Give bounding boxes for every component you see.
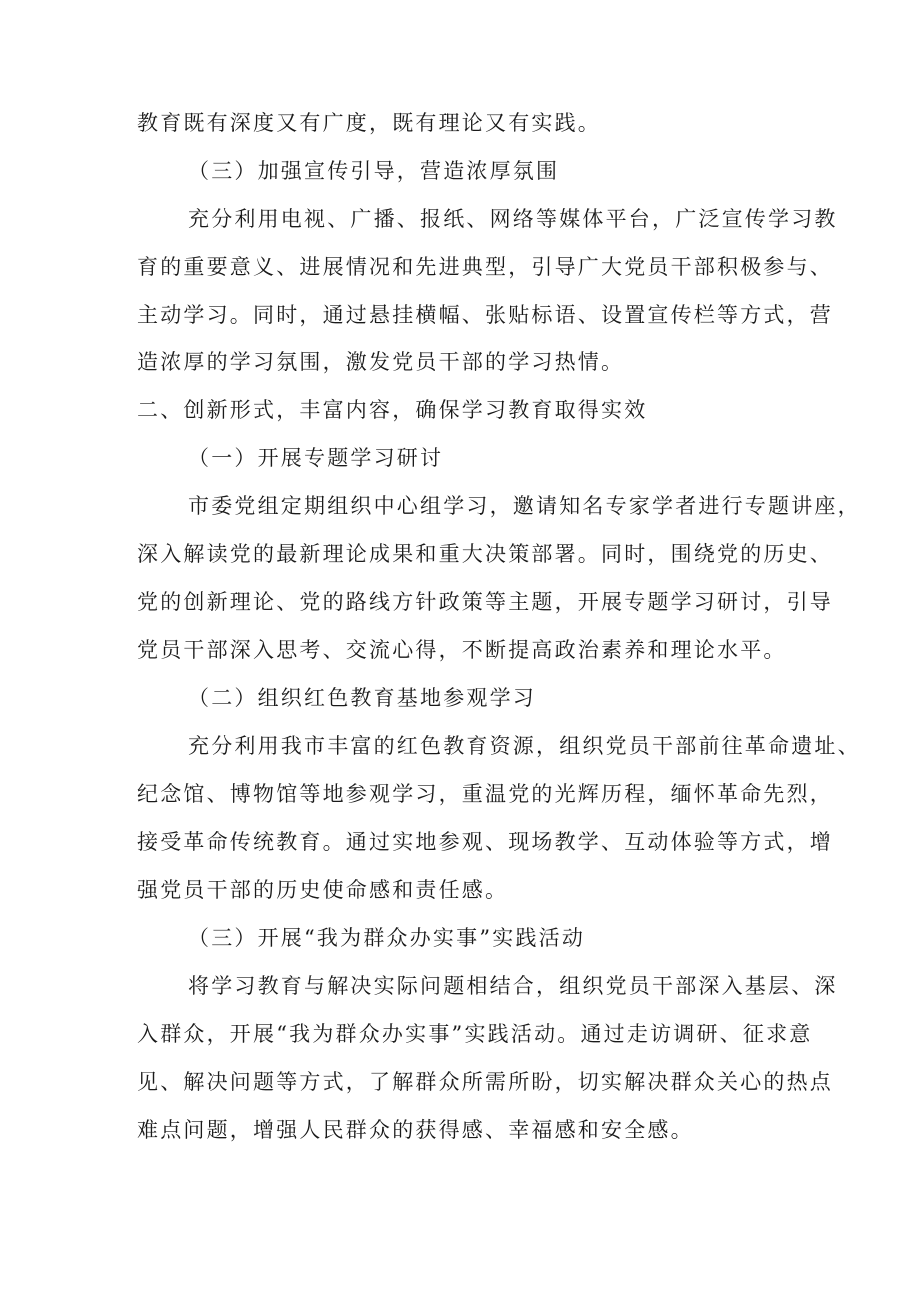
paragraph-line: 入群众，开展“我为群众办实事”实践活动。通过走访调研、征求意 xyxy=(137,1022,813,1046)
paragraph-line: 党员干部深入思考、交流心得，不断提高政治素养和理论水平。 xyxy=(137,638,787,662)
paragraph-line: 育的重要意义、进展情况和先进典型，引导广大党员干部积极参与、 xyxy=(137,255,833,279)
subheading-strengthen-publicity: （三）加强宣传引导，营造浓厚氛围 xyxy=(188,159,560,183)
paragraph-line: 纪念馆、博物馆等地参观学习，重温党的光辉历程，缅怀革命先烈， xyxy=(137,782,833,806)
paragraph-line: 党的创新理论、党的路线方针政策等主题，开展专题学习研讨，引导 xyxy=(137,590,833,614)
paragraph-line: 充分利用我市丰富的红色教育资源，组织党员干部前往革命遗址、 xyxy=(188,734,861,758)
subheading-special-study: （一）开展专题学习研讨 xyxy=(188,446,444,470)
section-heading-innovate-forms: 二、创新形式，丰富内容，确保学习教育取得实效 xyxy=(137,398,648,422)
paragraph-line: 接受革命传统教育。通过实地参观、现场教学、互动体验等方式，增 xyxy=(137,830,833,854)
paragraph-line: 将学习教育与解决实际问题相结合，组织党员干部深入基层、深 xyxy=(188,974,838,998)
paragraph-line: 深入解读党的最新理论成果和重大决策部署。同时，围绕党的历史、 xyxy=(137,542,833,566)
paragraph-line: 充分利用电视、广播、报纸、网络等媒体平台，广泛宣传学习教 xyxy=(188,207,838,231)
subheading-red-education-visit: （二）组织红色教育基地参观学习 xyxy=(188,686,536,710)
paragraph-line: 见、解决问题等方式，了解群众所需所盼，切实解决群众关心的热点 xyxy=(137,1070,833,1094)
paragraph-line: 市委党组定期组织中心组学习，邀请知名专家学者进行专题讲座， xyxy=(188,494,861,518)
paragraph-line: 强党员干部的历史使命感和责任感。 xyxy=(137,878,509,902)
paragraph-line: 主动学习。同时，通过悬挂横幅、张贴标语、设置宣传栏等方式，营 xyxy=(137,303,833,327)
paragraph-continuation: 教育既有深度又有广度，既有理论又有实践。 xyxy=(137,111,601,135)
subheading-practical-activities: （三）开展“我为群众办实事”实践活动 xyxy=(188,926,586,950)
paragraph-line: 难点问题，增强人民群众的获得感、幸福感和安全感。 xyxy=(137,1118,694,1142)
paragraph-line: 造浓厚的学习氛围，激发党员干部的学习热情。 xyxy=(137,350,625,374)
